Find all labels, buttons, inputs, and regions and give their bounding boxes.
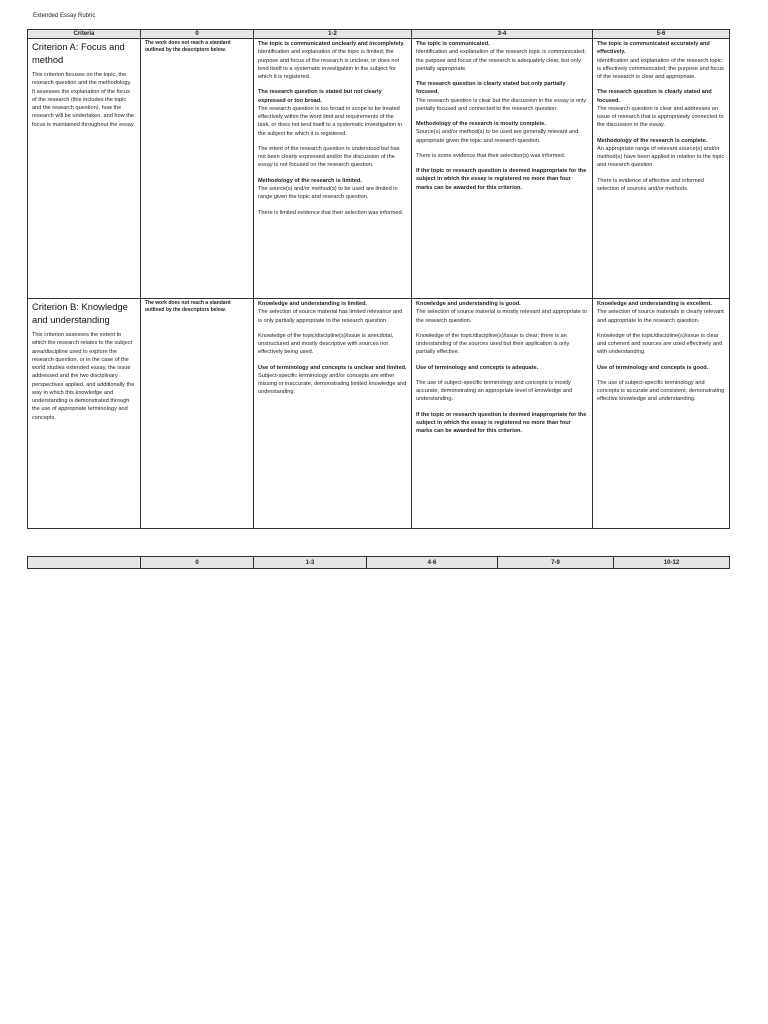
descriptor-heading: Use of terminology and concepts is good. [597,364,709,371]
criterion-b-band-0 [141,299,254,529]
descriptor-text: Knowledge of the topic/discipline(s)/issue is clear and coherent and sources are used effectively and with understanding. [597,332,723,356]
descriptor-paragraph [258,209,407,217]
descriptor-heading: Knowledge and understanding is good. [416,301,521,307]
descriptor-paragraph [597,137,725,170]
descriptor-heading: If the topic or research question is deemed inappropriate for the subject in which the essay is registered no more than four marks can be awarded for this criterion. [416,168,587,191]
descriptor-text: Identification and explanation of the research topic is effectively communicated; the purpose and focus of the research is clear and appropriate. [597,57,724,81]
descriptor-text: Knowledge of the topic/discipline(s)/issue is clear; there is an understanding of the sources used but their application is only partially effective. [416,332,570,356]
descriptor-paragraph [416,152,588,160]
descriptor-text: Identification and explanation of the research topic is communicated; the purpose and focus of the research is adequately clear, but only partially appropriate. [416,49,586,72]
descriptor-heading: The topic is communicated unclearly and incompletely. [258,41,405,47]
descriptor-text: The research question is too broad in scope to be treated effectively within the word limit and requirements of the task, or does not lend itself to a systematic investigation in the subject for which it is registered. [258,105,402,137]
document-title: Extended Essay Rubric [33,13,96,19]
descriptor-text: The intent of the research question is understood but has not been clearly expressed and/or the discussion of the essay is not focused on the research question. [258,145,400,169]
criterion-a-band-5-6 [593,39,730,299]
descriptor-paragraph [597,379,725,404]
descriptor-paragraph [258,300,407,325]
descriptor-paragraph [258,145,407,170]
rubric-header-row [28,30,730,39]
criterion-a-band-3-4 [412,39,593,299]
scale-header-10-12: 10-12 [614,557,730,569]
descriptor-heading: If the topic or research question is deemed inappropriate for the subject in which the essay is registered no more than four marks can be awarded for this criterion. [416,411,587,435]
criterion-b-row [28,299,730,529]
descriptor-paragraph [416,332,588,357]
descriptor-paragraph [416,411,588,436]
descriptor-paragraph [416,120,588,145]
scale-header-0: 0 [141,557,254,569]
header-band-0: 0 [141,30,254,39]
header-band-5-6: 5-6 [593,30,730,39]
descriptor-paragraph [416,364,588,372]
descriptor-text: There is evidence of effective and informed selection of sources and/or methods. [597,177,704,192]
rubric-table [27,29,730,529]
descriptor-text: The selection of source material is mostly relevant and appropriate to the research question. [416,309,588,324]
descriptor-heading: The research question is clearly stated and focused. [597,89,712,104]
descriptor-paragraph [597,364,725,372]
descriptor-text: Identification and explanation of the topic is limited; the purpose and focus of the research is unclear, or does not lend itself to a systematic investigation in the subject for which it is registered. [258,49,400,81]
descriptor-paragraph [258,40,407,81]
scale-header-4-6: 4-6 [367,557,498,569]
descriptor-heading: Methodology of the research is complete. [597,137,708,144]
header-band-1-2: 1-2 [254,30,412,39]
descriptor-heading: Methodology of the research is mostly complete. [416,121,546,128]
descriptor-heading: Knowledge and understanding is limited. [258,301,368,307]
descriptor-paragraph [597,40,725,81]
descriptor-paragraph [597,88,725,129]
descriptor-heading: The research question is clearly stated but only partially focused. [416,81,566,96]
criterion-b-band-1-2 [254,299,412,529]
descriptor-text: The use of subject-specific terminology and concepts is accurate and consistent, demonstrating effective knowledge and understanding. [597,379,725,403]
descriptor-text: There is limited evidence that their selection was informed. [258,209,404,216]
descriptor-text: The research question is clear and addresses an issue of research that is appropriately connected to the discussion in the essay. [597,105,724,129]
criterion-b-band-0-text: The work does not reach a standard outlined by the descriptors below. [145,300,231,314]
descriptor-text: The selection of source materials is clearly relevant and appropriate to the research question. [597,309,724,324]
descriptor-paragraph [258,364,407,397]
descriptor-text: An appropriate range of relevant source(s) and/or method(s) have been applied in relation to the topic and research question. [597,145,725,169]
header-band-3-4: 3-4 [412,30,593,39]
scale-header-7-9: 7-9 [498,557,614,569]
criterion-b-title: Criterion B: Knowledge and understanding [32,301,128,325]
descriptor-text: The research question is clear but the discussion in the essay is only partially focused and connected to the research question. [416,97,587,112]
descriptor-paragraph [416,300,588,325]
descriptor-paragraph [258,177,407,202]
descriptor-paragraph [258,88,407,138]
descriptor-paragraph [416,379,588,404]
scale-header-table [27,556,730,569]
descriptor-text: The use of subject-specific terminology and concepts is mostly accurate, demonstrating an appropriate level of knowledge and understanding. [416,379,573,403]
descriptor-paragraph [258,332,407,357]
descriptor-paragraph [597,300,725,325]
descriptor-text: Source(s) and/or method(s) to be used are generally relevant and appropriate given the topic and research question. [416,129,579,144]
header-criteria: Criteria [28,30,141,39]
scale-header-row [28,557,730,569]
descriptor-paragraph [416,80,588,113]
criterion-a-band-1-2 [254,39,412,299]
descriptor-heading: Use of terminology and concepts is adequate. [416,364,539,371]
descriptor-text: Knowledge of the topic/discipline(s)/issue is anecdotal, unstructured and mostly descriptive with sources not effectively being used. [258,332,394,356]
criterion-a-cell [28,39,141,299]
scale-header-1-3: 1-3 [254,557,367,569]
criterion-a-description: This criterion focuses on the topic, the research question and the methodology. It assesses the explanation of the focus of the research (this includes the topic and the research question), how the research will be undertaken, and how the focus is maintained throughout the essay. [32,72,135,128]
criterion-b-band-3-4 [412,299,593,529]
scale-header-blank [28,557,141,569]
descriptor-paragraph [597,177,725,194]
descriptor-paragraph [416,167,588,192]
descriptor-text: The source(s) and/or method(s) to be used are limited in range given the topic and research question. [258,185,398,201]
descriptor-paragraph [416,40,588,73]
descriptor-text: Subject-specific terminology and/or concepts are either missing or inaccurate, demonstrating limited knowledge and understanding. [258,372,407,396]
criterion-b-cell [28,299,141,529]
descriptor-heading: Use of terminology and concepts is unclear and limited. [258,364,407,371]
descriptor-heading: Knowledge and understanding is excellent. [597,301,713,307]
criterion-b-band-5-6 [593,299,730,529]
criterion-b-description: This criterion assesses the extent to which the research relates to the subject area/discipline used to explore the research question, or in the case of the world studies extended essay, the issue addressed and the two disciplinary perspectives applied, and additionally the way in which this knowledge and understanding is demonstrated through the use of appropriate terminology and concepts. [32,332,135,421]
descriptor-text: There is some evidence that their selection(s) was informed. [416,152,566,159]
criterion-a-band-0 [141,39,254,299]
descriptor-heading: The topic is communicated. [416,41,490,47]
criterion-a-band-0-text: The work does not reach a standard outlined by the descriptors below. [145,40,231,54]
criterion-a-title: Criterion A: Focus and method [32,41,125,65]
descriptor-paragraph [597,332,725,357]
descriptor-heading: The research question is stated but not clearly expressed or too broad. [258,89,382,104]
descriptor-text: The selection of source material has limited relevance and is only partially appropriate to the research question. [258,309,403,324]
criterion-a-row [28,39,730,299]
descriptor-heading: Methodology of the research is limited. [258,177,362,184]
descriptor-heading: The topic is communicated accurately and effectively. [597,41,710,56]
